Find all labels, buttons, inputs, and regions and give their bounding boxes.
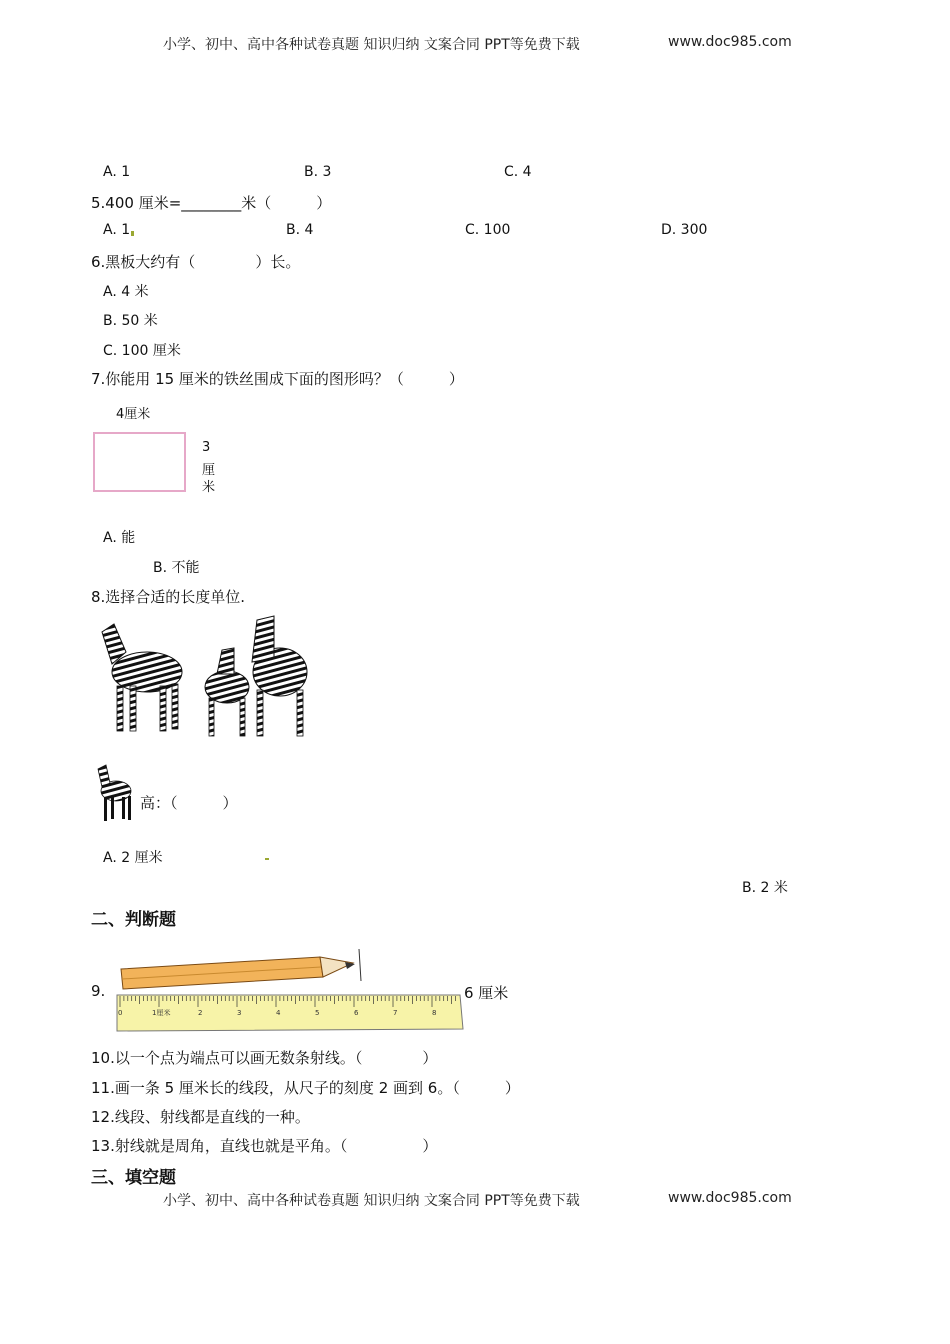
- q6-option-b: B. 50 米: [103, 313, 158, 329]
- pencil-ruler-figure: [115, 947, 467, 1033]
- stray-mark: [265, 858, 269, 860]
- ruler-tick-2: 2: [198, 1009, 203, 1017]
- q5-stem: 5.400 厘米=________米（ ）: [91, 194, 332, 212]
- q5-option-a: A. 1: [103, 222, 131, 238]
- ruler-tick-3: 3: [237, 1009, 242, 1017]
- q8-option-a: A. 2 厘米: [103, 850, 163, 866]
- q7-width-label: 4厘米: [116, 407, 151, 422]
- ruler-tick-4: 4: [276, 1009, 281, 1017]
- q5-option-b: B. 4: [286, 222, 314, 238]
- q6-option-a: A. 4 米: [103, 284, 149, 300]
- q12-stem: 12.线段、射线都是直线的一种。: [91, 1108, 310, 1126]
- header-text: 小学、初中、高中各种试卷真题 知识归纳 文案合同 PPT等免费下载: [163, 37, 580, 53]
- q6-option-c: C. 100 厘米: [103, 343, 181, 359]
- q5-option-d: D. 300: [661, 222, 708, 238]
- q5-option-c: C. 100: [465, 222, 511, 238]
- q7-height-char1: 厘: [202, 463, 216, 478]
- header-url: www.doc985.com: [668, 34, 792, 50]
- section-2-title: 二、判断题: [91, 910, 176, 930]
- q4-option-b: B. 3: [304, 164, 332, 180]
- zebras-image: [92, 612, 317, 742]
- q9-answer: 6 厘米: [464, 984, 509, 1002]
- section-3-title: 三、填空题: [91, 1168, 176, 1188]
- q4-option-a: A. 1: [103, 164, 131, 180]
- q7-height-char2: 米: [202, 480, 216, 495]
- footer-text: 小学、初中、高中各种试卷真题 知识归纳 文案合同 PPT等免费下载: [163, 1193, 580, 1209]
- ruler-tick-0: 0: [118, 1009, 123, 1017]
- footer-url: www.doc985.com: [668, 1190, 792, 1206]
- q8-option-b: B. 2 米: [742, 880, 788, 896]
- q8-stem: 8.选择合适的长度单位.: [91, 588, 246, 606]
- q7-option-a: A. 能: [103, 530, 136, 546]
- q13-stem: 13.射线就是周角，直线也就是平角。（ ）: [91, 1137, 438, 1155]
- q9-number: 9.: [91, 982, 106, 1000]
- ruler-tick-8: 8: [432, 1009, 437, 1017]
- small-zebra-image: [92, 763, 138, 823]
- q6-stem: 6.黑板大约有（ ）长。: [91, 253, 301, 271]
- ruler-tick-6: 6: [354, 1009, 359, 1017]
- pencil-icon: [121, 949, 361, 989]
- q7-stem: 7.你能用 15 厘米的铁丝围成下面的图形吗？（ ）: [91, 370, 464, 388]
- ruler-tick-5: 5: [315, 1009, 320, 1017]
- q7-option-b: B. 不能: [153, 560, 200, 576]
- ruler-tick-7: 7: [393, 1009, 398, 1017]
- q7-height-num: 3: [202, 440, 211, 455]
- ruler-unit-label: 1厘米: [152, 1009, 171, 1017]
- stray-mark: [131, 231, 134, 236]
- q8-sub: 高：（ ）: [140, 794, 238, 812]
- q7-rectangle: [93, 432, 186, 492]
- q10-stem: 10.以一个点为端点可以画无数条射线。（ ）: [91, 1049, 438, 1067]
- q11-stem: 11.画一条 5 厘米长的线段，从尺子的刻度 2 画到 6。（ ）: [91, 1079, 520, 1097]
- q4-option-c: C. 4: [504, 164, 532, 180]
